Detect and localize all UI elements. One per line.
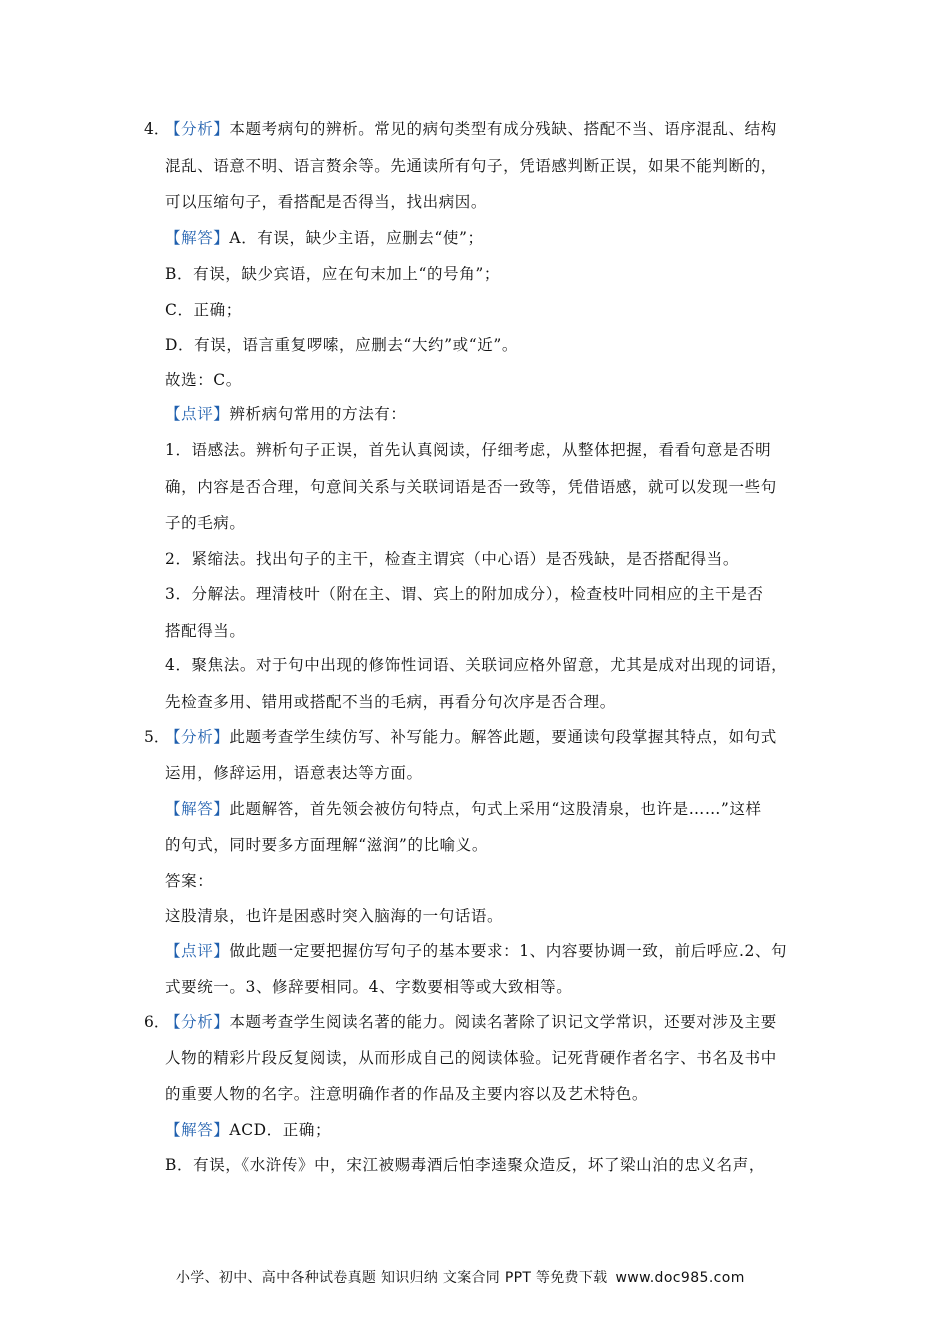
answer-tag: 【解答】 — [165, 229, 230, 247]
answer-tag: 【解答】 — [165, 800, 230, 818]
answer-tag: 【解答】 — [165, 1121, 230, 1139]
q4-comment-line — [165, 404, 407, 424]
q4-method-line: 2．紧缩法。找出句子的主干，检查主谓宾（中心语）是否残缺，是否搭配得当。 — [165, 550, 739, 568]
q4-method-line: 搭配得当。 — [165, 622, 246, 640]
q6-analysis-line: 的重要人物的名字。注意明确作者的作品及主要内容以及艺术特色。 — [165, 1085, 649, 1103]
question-number: 5． — [144, 728, 170, 746]
q4-method-line: 4．聚焦法。对于句中出现的修饰性词语、关联词应格外留意，尤其是成对出现的词语， — [165, 656, 788, 674]
q4-answer-line: C．正确； — [165, 301, 242, 319]
q4-method-line: 确，内容是否合理，句意间关系与关联词语是否一致等，凭借语感，就可以发现一些句 — [165, 478, 777, 496]
analysis-tag: 【分析】 — [165, 120, 230, 138]
footer-link[interactable]: www.doc985.com — [615, 1270, 745, 1286]
q5-answer-line: 的句式，同时要多方面理解“滋润”的比喻义。 — [165, 836, 488, 854]
comment-tag: 【点评】 — [165, 405, 230, 423]
q6-analysis-line: 人物的精彩片段反复阅读，从而形成自己的阅读体验。记死背硬作者名字、书名及书中 — [165, 1049, 777, 1067]
q6-analysis-line — [165, 1012, 777, 1032]
question-number: 6． — [144, 1013, 170, 1031]
q6-answer-line — [165, 1120, 331, 1140]
analysis-tag: 【分析】 — [165, 1013, 230, 1031]
q5-answer-text: 这股清泉，也许是困惑时突入脑海的一句话语。 — [165, 907, 504, 925]
q5-answer-label: 答案： — [165, 872, 214, 890]
answer-text: ACD．正确； — [229, 1121, 332, 1139]
answer-text: 此题解答，首先领会被仿句特点，句式上采用“这股清泉，也许是……”这样 — [229, 800, 762, 818]
q4-method-line: 3．分解法。理清枝叶（附在主、谓、宾上的附加成分），检查枝叶同相应的主干是否 — [165, 585, 764, 603]
analysis-text: 此题考查学生续仿写、补写能力。解答此题，要通读句段掌握其特点，如句式 — [229, 728, 777, 746]
page-footer — [176, 1268, 745, 1288]
comment-text: 做此题一定要把握仿写句子的基本要求：1、内容要协调一致，前后呼应.2、句 — [229, 942, 788, 960]
answer-text: A．有误，缺少主语，应删去“使”； — [229, 229, 484, 247]
analysis-text: 本题考查学生阅读名著的能力。阅读名著除了识记文学常识，还要对涉及主要 — [229, 1013, 777, 1031]
analysis-tag: 【分析】 — [165, 728, 230, 746]
comment-tag: 【点评】 — [165, 942, 230, 960]
q4-analysis-line: 混乱、语意不明、语言赘余等。先通读所有句子，凭语感判断正误，如果不能判断的， — [165, 157, 777, 175]
q4-method-line: 1．语感法。辨析句子正误，首先认真阅读，仔细考虑，从整体把握，看看句意是否明 — [165, 441, 772, 459]
q4-method-line: 子的毛病。 — [165, 514, 246, 532]
q4-analysis-line — [165, 119, 777, 139]
q4-answer-line: D．有误，语言重复啰嗦，应删去“大约”或“近”。 — [165, 336, 519, 354]
q5-analysis-line: 运用，修辞运用，语意表达等方面。 — [165, 764, 423, 782]
footer-text: 小学、初中、高中各种试卷真题 知识归纳 文案合同 PPT 等免费下载 — [176, 1270, 608, 1286]
q4-analysis-line: 可以压缩句子，看搭配是否得当，找出病因。 — [165, 193, 488, 211]
analysis-text: 本题考病句的辨析。常见的病句类型有成分残缺、搭配不当、语序混乱、结构 — [229, 120, 777, 138]
q5-comment-line — [165, 941, 787, 961]
q4-answer-line — [165, 228, 484, 248]
q4-method-line: 先检查多用、错用或搭配不当的毛病，再看分句次序是否合理。 — [165, 693, 616, 711]
question-number: 4． — [144, 120, 170, 138]
q5-answer-line — [165, 799, 762, 819]
q4-choice: 故选：C。 — [165, 371, 242, 389]
q6-answer-line: B．有误，《水浒传》中，宋江被赐毒酒后怕李逵聚众造反，坏了梁山泊的忠义名声， — [165, 1156, 765, 1174]
q5-comment-line: 式要统一。3、修辞要相同。4、字数要相等或大致相等。 — [165, 978, 573, 996]
q4-answer-line: B．有误，缺少宾语，应在句末加上“的号角”； — [165, 265, 500, 283]
comment-text: 辨析病句常用的方法有： — [229, 405, 407, 423]
q5-analysis-line — [165, 727, 777, 747]
